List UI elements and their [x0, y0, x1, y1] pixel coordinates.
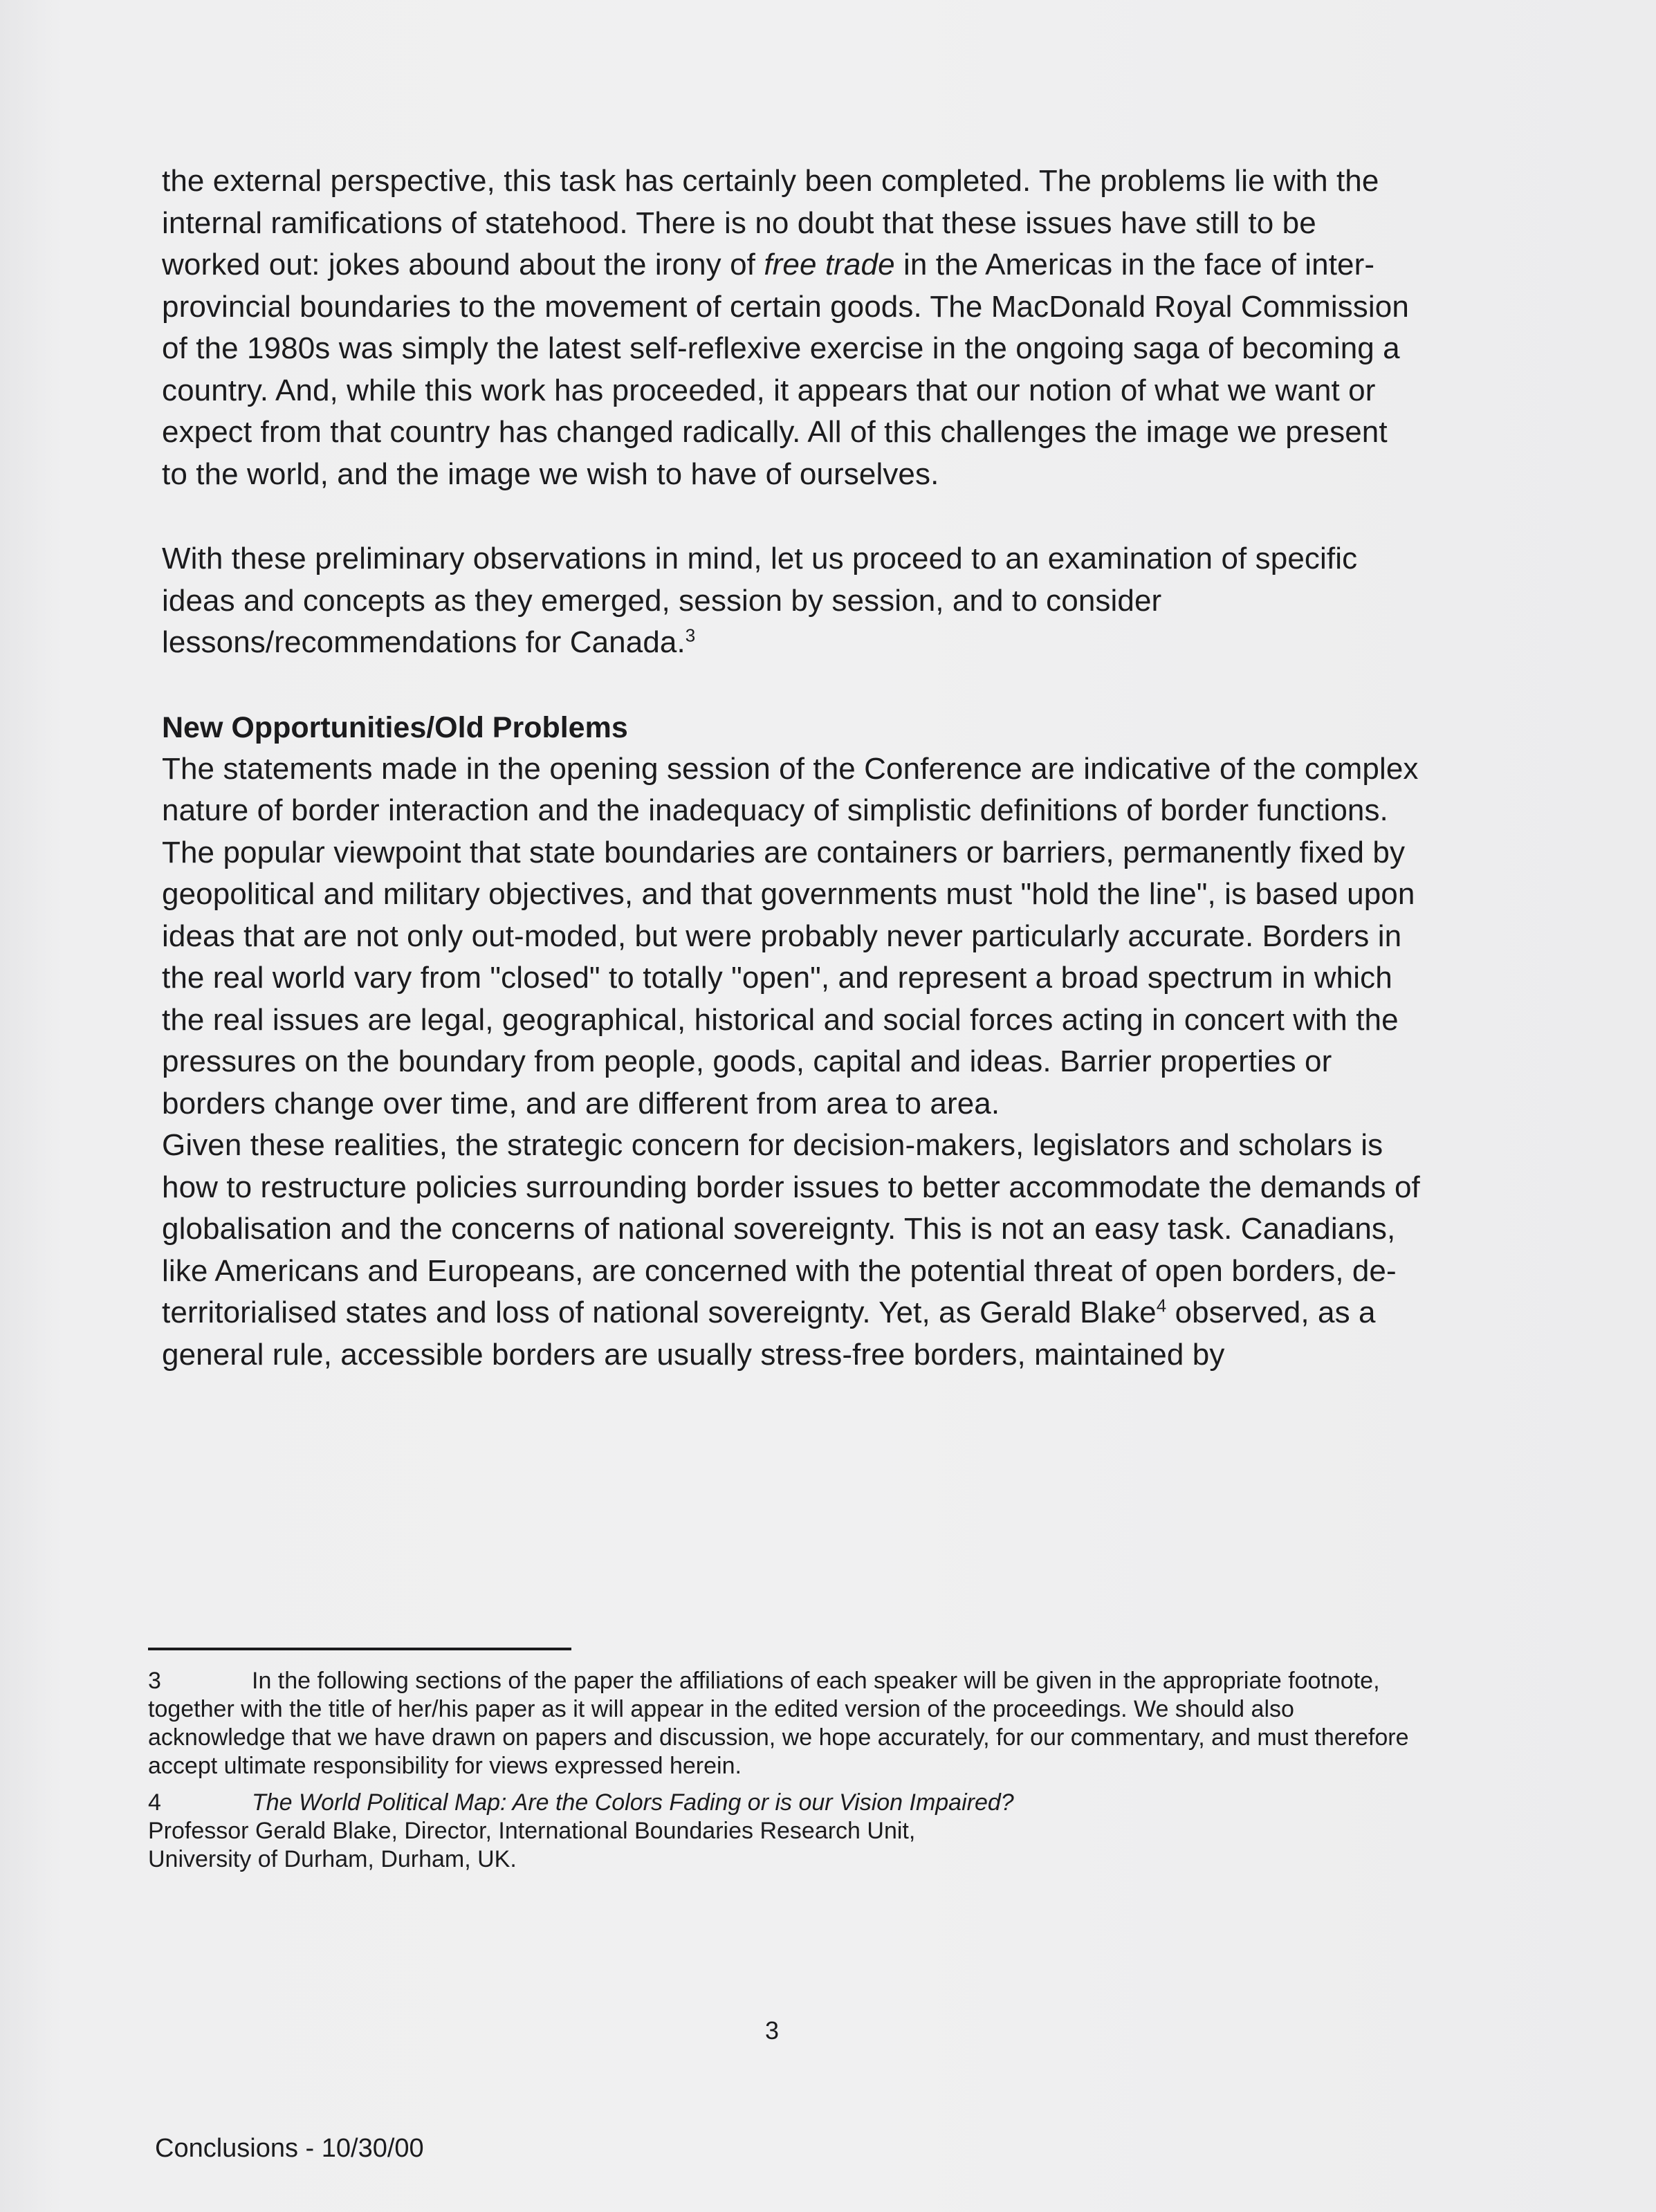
paragraph-1-text-end: in the Americas in the face of inter-provincial boundaries to the movement of certain goods. The MacDonald Royal Commission of the 1980s was simply the latest self-reflexive exercise in the ongoing saga of becoming a country. And, while this work has proceeded, it appears that our notion of what we want or expect from that country has changed radically. All of this challenges the image we present to the world, and the image we wish to have of ourselves.: [162, 248, 1409, 491]
footnotes: [148, 1667, 1418, 1874]
paragraph-2-text: With these preliminary observations in mind, let us proceed to an examination of specific ideas and concepts as they emerged, session by session, and to consider lessons/recommendations for Canada.: [162, 542, 1358, 659]
paragraph-4-text-end: observed, as a general rule, accessible borders are usually stress-free borders, maintained by: [162, 1296, 1376, 1372]
footnote-4-location: University of Durham, Durham, UK.: [148, 1846, 517, 1872]
footnote-3: [148, 1667, 1418, 1780]
footnote-3-text: In the following sections of the paper the affiliations of each speaker will be given in the appropriate footnote, together with the title of her/his paper as it will appear in the edited version of the proceedings. We should also acknowledge that we have drawn on papers and discussion, we hope accurately, for our commentary, and must therefore accept ultimate responsibility for views expressed herein.: [148, 1668, 1409, 1779]
main-text: [162, 160, 1421, 1376]
footnote-4-number: 4: [148, 1789, 161, 1816]
paragraph-1: [162, 160, 1421, 495]
paragraph-2: [162, 538, 1421, 664]
footnote-divider: [148, 1648, 571, 1650]
footnote-4: [148, 1789, 1418, 1874]
footnote-ref-3: 3: [685, 625, 696, 646]
page-footer: Conclusions - 10/30/00: [155, 2134, 424, 2163]
footnote-ref-4: 4: [1156, 1295, 1167, 1316]
section-new-opportunities: [162, 707, 1421, 1125]
footnote-4-affiliation: Professor Gerald Blake, Director, International Boundaries Research Unit,: [148, 1818, 916, 1844]
paragraph-4: [162, 1125, 1421, 1376]
paragraph-1-emphasis: free trade: [764, 248, 895, 282]
page-number: 3: [765, 2016, 780, 2045]
paragraph-3: The statements made in the opening session of the Conference are indicative of the complex nature of border interaction and the inadequacy of simplistic definitions of border functions. The popular viewpoint that state boundaries are containers or barriers, permanently fixed by geopolitical and military objectives, and that governments must "hold the line", is based upon ideas that are not only out-moded, but were probably never particularly accurate. Borders in the real world vary from "closed" to totally "open", and represent a broad spectrum in which the real issues are legal, geographical, historical and social forces acting in concert with the pressures on the boundary from people, goods, capital and ideas. Barrier properties or borders change over time, and are different from area to area.: [162, 751, 1419, 1121]
footnote-3-number: 3: [148, 1668, 161, 1694]
paragraph-4-text: Given these realities, the strategic concern for decision-makers, legislators and scholars is how to restructure policies surrounding border issues to better accommodate the demands of globalisation and the concerns of national sovereignty. This is not an easy task. Canadians, like Americans and Europeans, are concerned with the potential threat of open borders, de-territorialised states and loss of national sovereignty. Yet, as Gerald Blake: [162, 1128, 1420, 1329]
section-heading: New Opportunities/Old Problems: [162, 710, 628, 744]
paragraph-1-text: the external perspective, this task has certainly been completed. The problems lie with the internal ramifications of statehood. There is no doubt that these issues have still to be worked out: jokes abound about the irony of: [162, 164, 1379, 282]
footnote-4-title: The World Political Map: Are the Colors Fading or is our Vision Impaired?: [252, 1789, 1014, 1816]
